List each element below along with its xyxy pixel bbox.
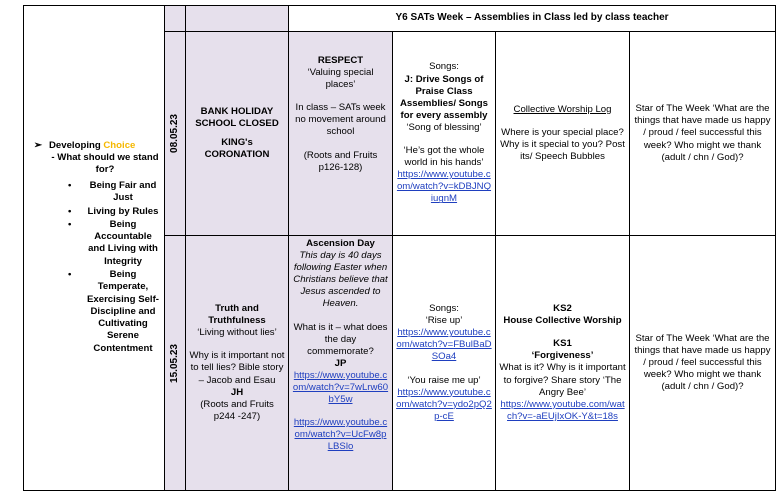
date-cell <box>165 236 186 491</box>
theme-subtitle: ‘Living without lies’ <box>197 327 277 339</box>
story-video-link[interactable]: https://www.youtube.com/watch?v=-aEUjIxOK-Y&t=18s <box>500 398 625 422</box>
header-row <box>24 6 776 32</box>
values-list-item: • Being Accountable and Living with Integrity <box>27 219 161 268</box>
ks1-label: KS1 <box>553 338 572 350</box>
date-cell <box>165 32 186 236</box>
theme-cell <box>186 32 289 236</box>
value-body: In class – SATs week no movement around school <box>295 102 386 138</box>
song-title: ‘He’s got the whole world in his hands’ <box>403 145 485 169</box>
bank-holiday-notice: BANK HOLIDAY SCHOOL CLOSED <box>195 106 279 130</box>
value-cell <box>289 32 393 236</box>
values-column <box>24 6 165 491</box>
song-video-link[interactable]: https://www.youtube.com/watch?v=ydo2pQ2p-cE <box>396 386 492 422</box>
worship-body: What is it? Why is it important to forgive? Share story ‘The Angry Bee’ <box>499 362 626 398</box>
ks1-title: ‘Forgiveness’ <box>531 350 594 362</box>
value-description: This day is 40 days following Easter when Christians believe that Jesus ascended to Heaven. <box>293 250 388 310</box>
theme-cell <box>186 236 289 491</box>
songs-label: Songs: <box>429 303 459 315</box>
value-body: What is it – what does the day commemorate? <box>293 321 388 357</box>
value-title: RESPECT <box>317 55 364 66</box>
values-list <box>27 180 161 355</box>
value-title: Ascension Day <box>306 238 375 249</box>
star-of-week-text: Star of The Week ‘What are the things that have made us happy / proud / feel successful this week? Who might we thank (adult / chn / God)? <box>634 103 771 163</box>
worship-body: Where is your special place? Why is it special to you? Post its/ Speech Bubbles <box>500 126 625 163</box>
star-of-week-text: Star of The Week ‘What are the things that have made us happy / proud / feel successful this week? Who might we thank (adult / chn / God)? <box>634 332 771 393</box>
value-initials: JP <box>334 357 347 369</box>
star-cell <box>630 32 776 236</box>
song-title: ‘Rise up’ <box>425 315 463 327</box>
theme-reference: (Roots and Fruits p244 -247) <box>200 398 274 422</box>
header-title: Y6 SATs Week – Assemblies in Class led by class teacher <box>289 6 776 32</box>
values-subtitle: - What should we stand for? <box>51 151 159 175</box>
song-title: ‘You raise me up’ <box>407 374 481 386</box>
header-theme-cell <box>186 6 289 32</box>
worship-cell <box>496 236 630 491</box>
ks2-label: KS2 <box>553 303 572 315</box>
week-date: 15.05.23 <box>168 343 180 383</box>
worship-cell <box>496 32 630 236</box>
coronation-notice: KING's CORONATION <box>204 136 270 160</box>
value-reference: (Roots and Fruits p126-128) <box>303 149 378 173</box>
values-list-item: • Being Fair and Just <box>27 180 161 205</box>
songs-heading: J: Drive Songs of Praise Class Assemblies/ Songs for every assembly <box>400 73 488 121</box>
song-video-link[interactable]: https://www.youtube.com/watch?v=kDBJNQiugnM <box>396 169 492 205</box>
video-link[interactable]: https://www.youtube.com/watch?v=UcFw8pLBSlo <box>293 417 388 453</box>
week-date: 08.05.23 <box>168 114 180 153</box>
choice-highlight: Choice <box>103 139 136 151</box>
value-cell <box>289 236 393 491</box>
song-video-link[interactable]: https://www.youtube.com/watch?v=FBulBaDSOa4 <box>396 327 492 363</box>
arrow-bullet-icon: ➢ <box>33 139 43 151</box>
values-heading: ➢ Developing Choice <box>27 140 161 152</box>
star-cell <box>630 236 776 491</box>
worship-title: Collective Worship Log <box>513 103 612 115</box>
values-list-item: • Living by Rules <box>27 206 161 218</box>
songs-label: Songs: <box>429 61 459 73</box>
assembly-plan-table <box>23 5 776 491</box>
songs-cell <box>393 32 496 236</box>
songs-cell <box>393 236 496 491</box>
theme-title: Truth and Truthfulness <box>208 303 266 327</box>
video-link[interactable]: https://www.youtube.com/watch?v=7wLrw60bY5w <box>292 369 389 406</box>
ks2-title: House Collective Worship <box>503 315 622 327</box>
header-date-cell <box>165 6 186 32</box>
values-list-item: • Being Temperate, Exercising Self-Discipline and Cultivating Serene Contentment <box>27 269 161 355</box>
theme-initials: JH <box>230 386 244 398</box>
theme-body: Why is it important not to tell lies? Bible story – Jacob and Esau <box>189 350 285 386</box>
value-subtitle: ‘Valuing special places’ <box>307 67 374 91</box>
song-title: ‘Song of blessing’ <box>406 121 482 133</box>
